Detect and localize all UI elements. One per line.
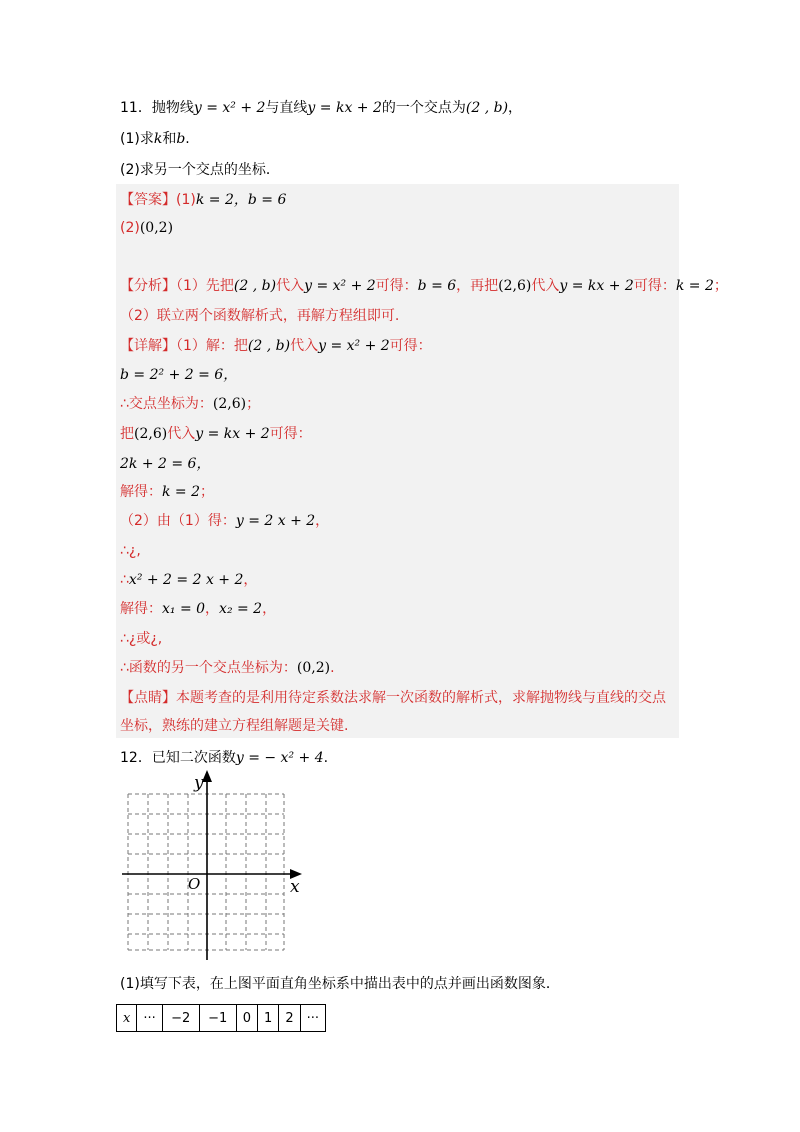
answer-math-1: k = 2，b = 6 [195,192,287,208]
detail-line-12 [120,658,335,678]
value-table [116,1004,326,1032]
q12-function-eq: y = − x² + 4 [235,750,324,766]
table-cell: −1 [199,1005,236,1032]
detail-math: k = 2 [162,484,201,500]
analysis-math: b = 6 [417,278,457,294]
detail-line-4 [120,424,312,444]
answer-label: (1) [176,192,196,208]
table-cell: ··· [137,1005,162,1032]
detail-text: 可得： [389,338,432,354]
table-cell: 1 [258,1005,279,1032]
q11-part1 [120,129,190,149]
q12-stem [120,748,328,768]
detail-math: (2 , b) [247,338,291,354]
detail-math: x₂ = 2 [219,601,263,617]
q11-part1-text: 和 [162,131,177,147]
analysis-tag: 【分析】 [120,278,176,294]
detail-text: 代入 [290,338,319,354]
analysis-text: 代入 [531,278,560,294]
analysis-math: (2,6) [498,278,532,294]
answer-math-2: (0,2) [139,220,174,236]
detail-math: y = 2 x + 2 [235,513,316,529]
detail-text: （1）解：把 [176,338,248,354]
q11-line-eq: y = kx + 2 [307,100,382,116]
answer-label: (2) [120,220,140,236]
answer-line-2 [120,218,173,238]
detail-line-10 [120,599,276,619]
q11-part2: (2)求另一个交点的坐标． [120,162,280,178]
y-axis-label: y [194,773,204,793]
q12-stem-text: 12．已知二次函数 [120,750,236,766]
answer-tag: 【答案】 [120,192,176,208]
analysis-text: 代入 [276,278,305,294]
detail-text: 解得： [120,601,162,617]
coordinate-plane [118,766,318,966]
detail-text: ∴函数的另一个交点坐标为： [120,660,297,676]
table-cell: ··· [300,1005,325,1032]
analysis-math: k = 2 [675,278,714,294]
detail-text: ； [246,396,261,412]
q11-stem-text: 与直线 [265,100,308,116]
table-row [117,1005,326,1032]
analysis-text: 可得： [633,278,676,294]
detail-line-6 [120,482,214,502]
table-cell: −2 [162,1005,199,1032]
detail-text: 代入 [167,426,196,442]
detail-text: ∴ [120,572,129,588]
q12-stem-text: . [323,750,329,766]
analysis-math: (2 , b) [233,278,277,294]
grid-lines [128,794,284,950]
q11-stem [120,98,522,118]
detail-line-11: ∴¿或¿, [120,631,163,647]
analysis-line-1 [120,276,728,296]
comment-line-2: 坐标，熟练的建立方程组解题是关键. [120,718,349,734]
detail-text: ， [205,601,220,617]
detail-text: ， [262,601,277,617]
table-cell: 2 [279,1005,300,1032]
q11-stem-text: 11．抛物线 [120,100,194,116]
detail-line-7 [120,511,329,531]
detail-line-2: b = 2² + 2 = 6， [120,367,238,383]
comment-line-1 [120,688,666,708]
answer-line-1 [120,190,286,210]
detail-text: ， [315,513,330,529]
detail-math: (0,2) [296,660,331,676]
table-cell: x [117,1005,137,1032]
q11-part1-text: (1)求 [120,131,154,147]
detail-math: x₁ = 0 [162,601,206,617]
q11-var-k: k [153,131,163,147]
detail-text: （2）由（1）得： [120,513,236,529]
detail-text: ， [243,572,258,588]
detail-math: (2,6) [212,396,247,412]
comment-text: 本题考查的是利用待定系数法求解一次函数的解析式，求解抛物线与直线的交点 [176,690,666,706]
detail-text: . [330,660,335,676]
detail-line-3 [120,394,260,414]
q11-var-b: b [176,131,186,147]
detail-line-1 [120,336,432,356]
detail-math: (2,6) [134,426,168,442]
detail-text: 把 [120,426,134,442]
analysis-math: y = x² + 2 [304,278,376,294]
analysis-math: y = kx + 2 [559,278,634,294]
detail-math: y = kx + 2 [195,426,270,442]
table-cell: 0 [236,1005,257,1032]
detail-text: ∴交点坐标为： [120,396,213,412]
analysis-text: ； [713,278,728,294]
detail-text: 解得： [120,484,162,500]
detail-line-8: ∴¿, [120,543,141,559]
analysis-text: （1）先把 [176,278,234,294]
detail-text: 可得： [269,426,312,442]
q11-stem-text: 的一个交点为 [381,100,466,116]
detail-text: ； [200,484,215,500]
q11-stem-text: ， [508,100,523,116]
q11-point: (2 , b) [465,100,509,116]
comment-tag: 【点睛】 [120,690,176,706]
detail-math: y = x² + 2 [318,338,390,354]
analysis-text: 可得： [375,278,418,294]
analysis-text: ，再把 [456,278,499,294]
x-axis-label: x [290,877,300,897]
analysis-line-2: （2）联立两个函数解析式，再解方程组即可. [120,308,400,324]
detail-line-9 [120,570,257,590]
q12-part1: (1)填写下表，在上图平面直角坐标系中描出表中的点并画出函数图象． [120,976,560,992]
q11-part1-text: . [185,131,190,147]
detail-math: x² + 2 = 2 x + 2 [128,572,244,588]
detail-tag: 【详解】 [120,338,176,354]
detail-line-5: 2k + 2 = 6， [120,456,211,472]
q11-parabola-eq: y = x² + 2 [193,100,266,116]
origin-label: O [188,875,201,893]
